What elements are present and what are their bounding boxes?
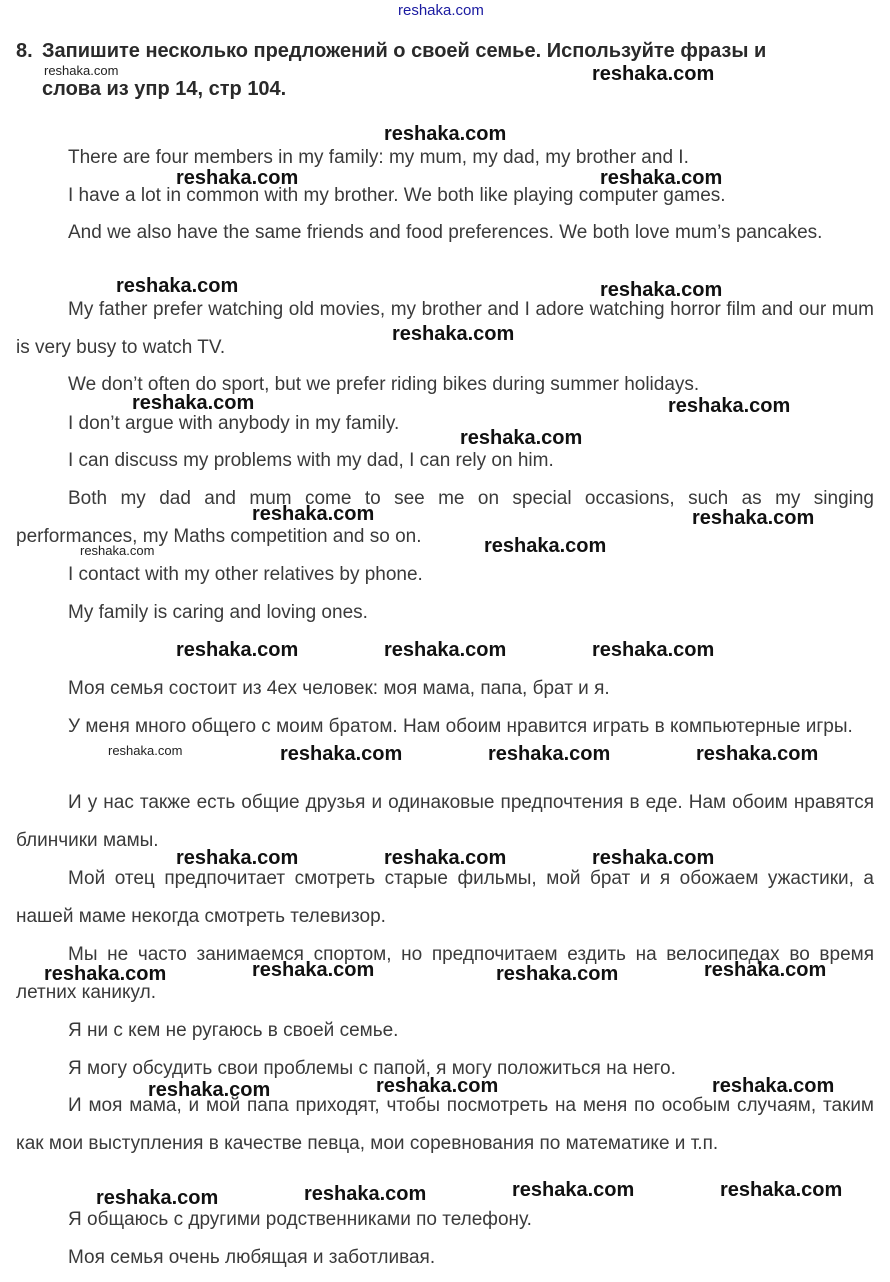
watermark: reshaka.com (80, 543, 155, 558)
en-paragraph: I have a lot in common with my brother. We both like playing computer games. (68, 185, 726, 206)
task-number: 8. (16, 40, 33, 62)
ru-paragraph: Мы не часто занимаемся спортом, но предпочитаем ездить на велосипедах во время летних каникул. (16, 944, 874, 1003)
task-heading (16, 32, 874, 108)
en-paragraph: We don’t often do sport, but we prefer riding bikes during summer holidays. (68, 374, 700, 395)
watermark: reshaka.com (512, 1179, 635, 1201)
ru-paragraph: У меня много общего с моим братом. Нам обоим нравится играть в компьютерные игры. (68, 716, 853, 737)
en-paragraph: I contact with my other relatives by phone. (68, 564, 423, 585)
watermark: reshaka.com (108, 743, 183, 758)
watermark: reshaka.com (304, 1183, 427, 1205)
watermark: reshaka.com (384, 639, 507, 661)
ru-paragraph: Моя семья очень любящая и заботливая. (68, 1247, 436, 1268)
ru-paragraph: Я могу обсудить свои проблемы с папой, я могу положиться на него. (68, 1058, 676, 1079)
en-paragraph: And we also have the same friends and food preferences. We both love mum’s pancakes. (68, 222, 823, 243)
watermark: reshaka.com (148, 1079, 271, 1101)
watermark: reshaka.com (592, 639, 715, 661)
en-paragraph: My family is caring and loving ones. (68, 602, 368, 623)
watermark: reshaka.com (176, 847, 299, 869)
watermark: reshaka.com (96, 1187, 219, 1209)
watermark: reshaka.com (600, 279, 723, 301)
watermark: reshaka.com (280, 743, 403, 765)
watermark: reshaka.com (484, 535, 607, 557)
watermark: reshaka.com (252, 503, 375, 525)
en-paragraph: Both my dad and mum come to see me on special occasions, such as my singing performances, my Maths competition and so on. (16, 488, 874, 547)
ru-paragraph: Я общаюсь с другими родственниками по телефону. (68, 1209, 532, 1230)
watermark: reshaka.com (176, 639, 299, 661)
watermark: reshaka.com (116, 275, 239, 297)
watermark: reshaka.com (44, 63, 119, 78)
watermark: reshaka.com (496, 963, 619, 985)
watermark: reshaka.com (696, 743, 819, 765)
watermark: reshaka.com (384, 123, 507, 145)
watermark: reshaka.com (600, 167, 723, 189)
watermark: reshaka.com (668, 395, 791, 417)
watermark: reshaka.com (692, 507, 815, 529)
watermark: reshaka.com (376, 1075, 499, 1097)
en-paragraph: There are four members in my family: my mum, my dad, my brother and I. (68, 147, 689, 168)
watermark: reshaka.com (592, 63, 715, 85)
en-paragraph: I can discuss my problems with my dad, I can rely on him. (68, 450, 554, 471)
en-paragraph: My father prefer watching old movies, my brother and I adore watching horror film and our mum is very busy to watch TV. (16, 299, 874, 358)
watermark: reshaka.com (460, 427, 583, 449)
ru-paragraph: Я ни с кем не ругаюсь в своей семье. (68, 1020, 399, 1041)
watermark: reshaka.com (720, 1179, 843, 1201)
ru-paragraph: Моя семья состоит из 4ех человек: моя мама, папа, брат и я. (68, 678, 610, 699)
watermark: reshaka.com (392, 323, 515, 345)
watermark: reshaka.com (488, 743, 611, 765)
ru-paragraph: И у нас также есть общие друзья и одинаковые предпочтения в еде. Нам обоим нравятся блинчики мамы. (16, 792, 874, 851)
task-text-line2: слова из упр 14, стр 104. (42, 78, 287, 100)
watermark: reshaka.com (176, 167, 299, 189)
task-text-line1: Запишите несколько предложений о своей семье. Используйте фразы и (42, 40, 767, 62)
en-paragraph: I don’t argue with anybody in my family. (68, 413, 400, 434)
site-watermark-header: reshaka.com (398, 2, 484, 19)
ru-paragraph: Мой отец предпочитает смотреть старые фильмы, мой брат и я обожаем ужастики, а нашей маме некогда смотреть телевизор. (16, 868, 874, 927)
watermark: reshaka.com (252, 959, 375, 981)
ru-paragraph: И моя мама, и мой папа приходят, чтобы посмотреть на меня по особым случаям, таким как мои выступления в качестве певца, мои соревнования по математике и т.п. (16, 1095, 874, 1154)
watermark: reshaka.com (592, 847, 715, 869)
watermark: reshaka.com (384, 847, 507, 869)
watermark: reshaka.com (132, 392, 255, 414)
watermark: reshaka.com (44, 963, 167, 985)
watermark: reshaka.com (712, 1075, 835, 1097)
watermark: reshaka.com (704, 959, 827, 981)
